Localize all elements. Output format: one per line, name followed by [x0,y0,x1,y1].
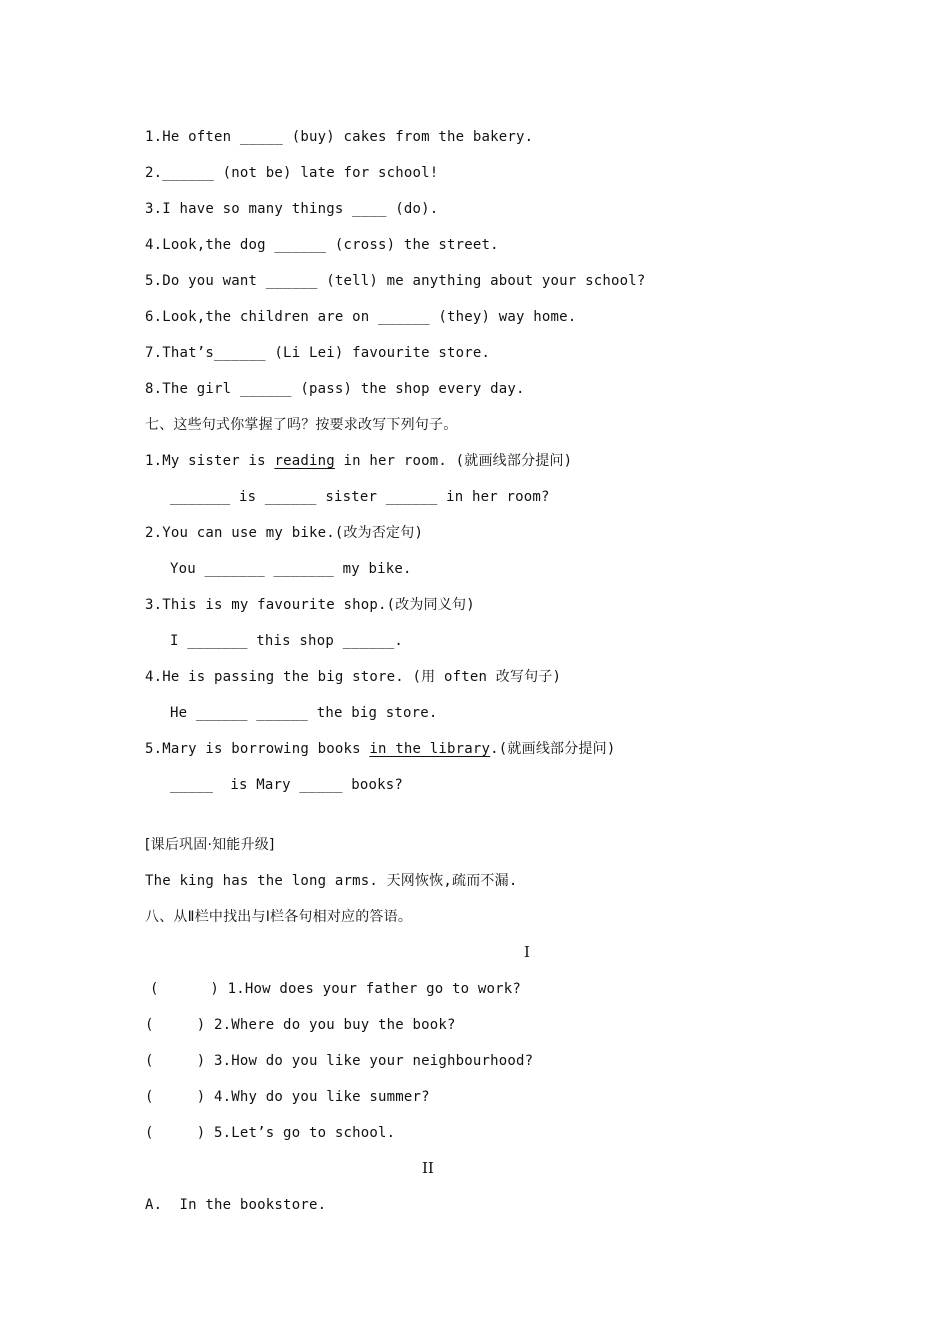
match-item-3: ( ) 3.How do you like your neighbourhood? [145,1053,534,1069]
column-1-label: I [524,943,530,961]
q1-suffix: in her room. (就画线部分提问) [334,453,573,469]
part6-item-6: 6.Look,the children are on ______ (they) way home. [145,309,577,325]
part7-question-4: 4.He is passing the big store. (用 often 改写句子) [145,669,562,685]
q1-prefix: 1.My sister is [145,453,275,469]
part6-item-2: 2.______ (not be) late for school! [145,165,439,181]
q1-underlined: reading [274,453,335,469]
q5-suffix: .(就画线部分提问) [490,741,616,757]
part7-answer-1: _______ is ______ sister ______ in her room? [170,489,550,505]
proverb: The king has the long arms. 天网恢恢,疏而不漏. [145,873,518,889]
answer-option-a: A. In the bookstore. [145,1197,327,1213]
part7-answer-4: He ______ ______ the big store. [170,705,438,721]
match-item-2: ( ) 2.Where do you buy the book? [145,1017,456,1033]
part7-question-3: 3.This is my favourite shop.(改为同义句) [145,597,475,613]
part7-question-1 [145,451,572,471]
after-class-tag: [课后巩固·知能升级] [145,837,275,853]
part6-item-1: 1.He often _____ (buy) cakes from the bakery. [145,129,534,145]
part7-answer-5: _____ is Mary _____ books? [170,777,403,793]
match-item-1: ( ) 1.How does your father go to work? [150,981,522,997]
q5-underlined: in the library [369,741,491,757]
part6-item-3: 3.I have so many things ____ (do). [145,201,439,217]
part7-question-2: 2.You can use my bike.(改为否定句) [145,525,424,541]
q5-prefix: 5.Mary is borrowing books [145,741,370,757]
part7-answer-2: You _______ _______ my bike. [170,561,412,577]
match-item-5: ( ) 5.Let’s go to school. [145,1125,396,1141]
part6-item-7: 7.That’s______ (Li Lei) favourite store. [145,345,491,361]
part6-item-5: 5.Do you want ______ (tell) me anything about your school? [145,273,646,289]
part7-heading: 七、这些句式你掌握了吗？按要求改写下列句子。 [145,417,458,433]
part7-answer-3: I _______ this shop ______. [170,633,403,649]
part8-heading: 八、从Ⅱ栏中找出与Ⅰ栏各句相对应的答语。 [145,909,413,925]
part6-item-4: 4.Look,the dog ______ (cross) the street. [145,237,499,253]
part6-item-8: 8.The girl ______ (pass) the shop every day. [145,381,525,397]
match-item-4: ( ) 4.Why do you like summer? [145,1089,430,1105]
column-2-label: II [422,1159,434,1177]
part7-question-5 [145,739,615,759]
